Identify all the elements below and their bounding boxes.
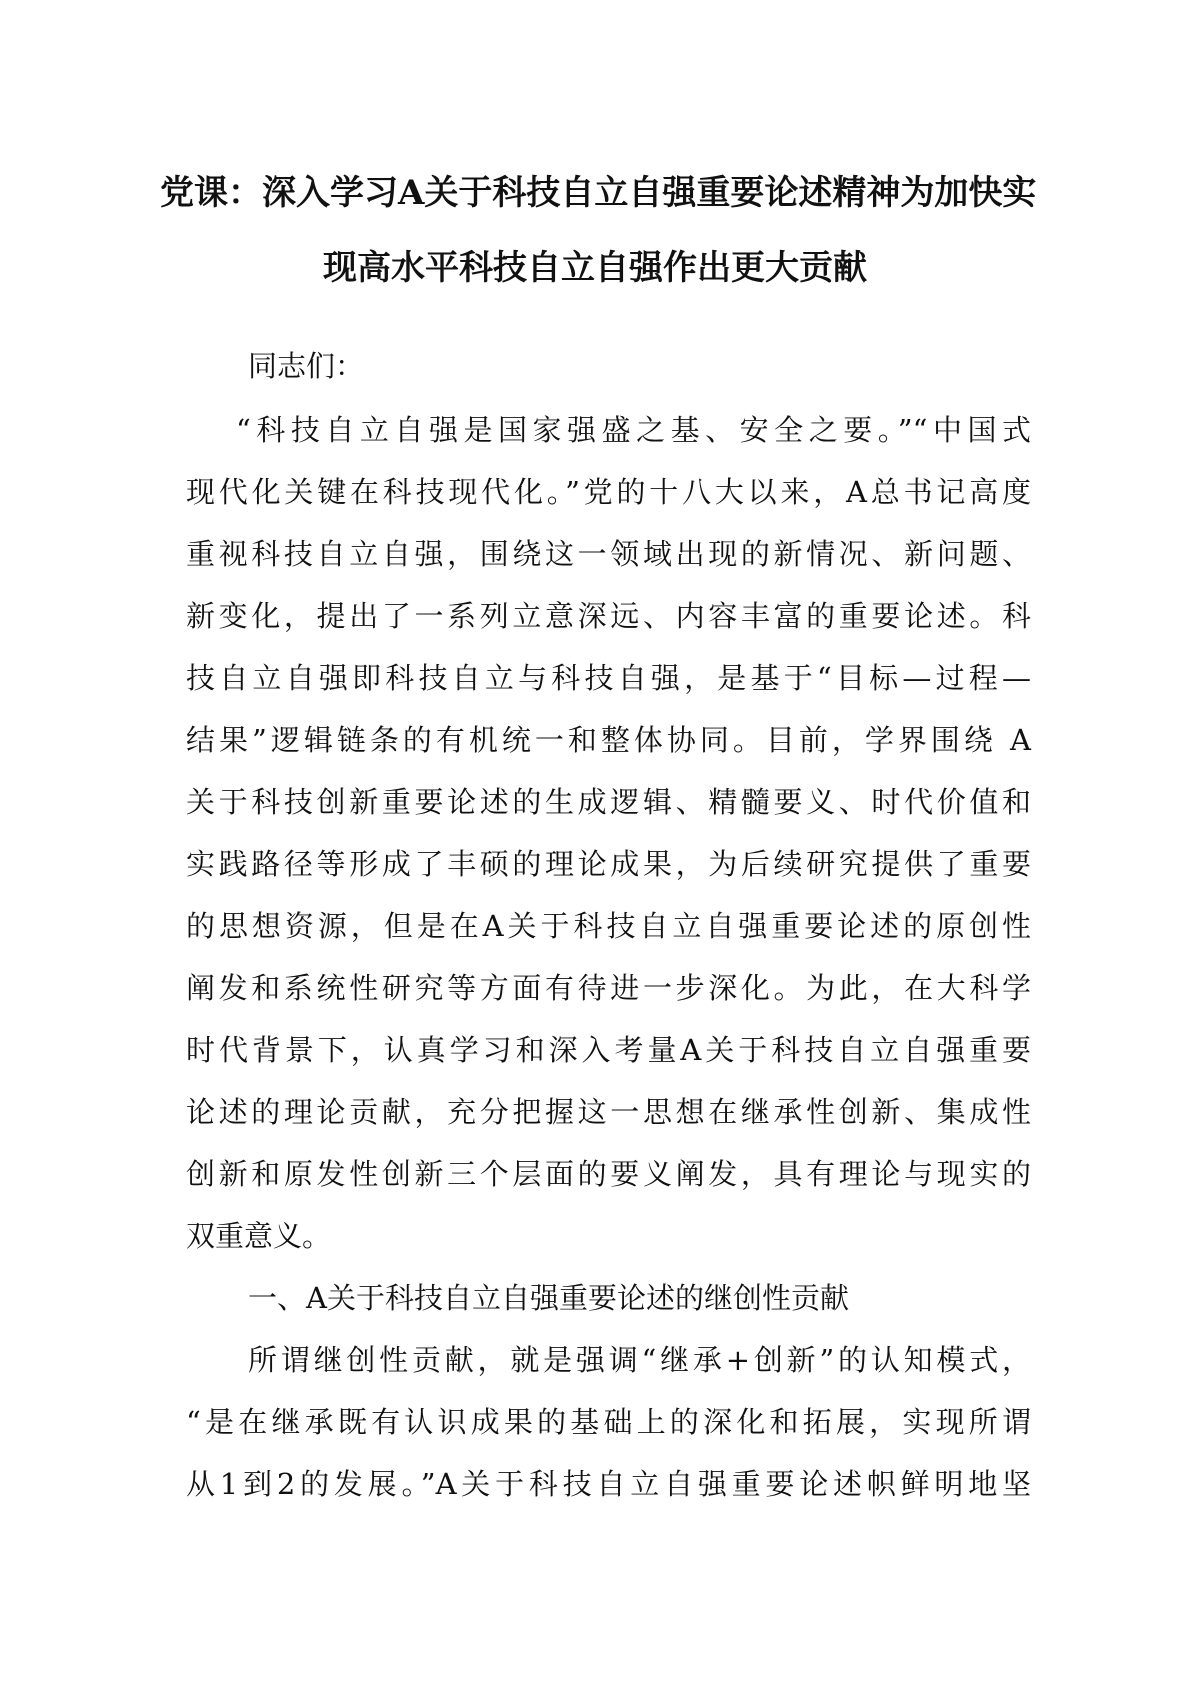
paragraph-1-line-12: 论述的理论贡献，充分把握这一思想在继承性创新、集成性 <box>186 1095 1031 1129</box>
paragraph-1-line-10: 阐发和系统性研究等方面有待进一步深化。为此，在大科学 <box>186 971 1031 1005</box>
paragraph-2-line-1: 所谓继创性贡献，就是强调“继承+创新”的认知模式， <box>248 1343 1031 1377</box>
paragraph-2-line-2: “是在继承既有认识成果的基础上的深化和拓展，实现所谓 <box>186 1405 1031 1439</box>
document-title-line-2: 现高水平科技自立自强作出更大贡献 <box>323 248 867 288</box>
paragraph-1-line-1: “科技自立自强是国家强盛之基、安全之要。”“中国式 <box>236 413 1031 447</box>
paragraph-1-line-4: 新变化，提出了一系列立意深远、内容丰富的重要论述。科 <box>186 599 1031 633</box>
paragraph-1-line-7: 关于科技创新重要论述的生成逻辑、精髓要义、时代价值和 <box>186 785 1031 819</box>
paragraph-1-line-9: 的思想资源，但是在A关于科技自立自强重要论述的原创性 <box>186 909 1031 943</box>
paragraph-1-line-2: 现代化关键在科技现代化。”党的十八大以来，A总书记高度 <box>186 475 1031 509</box>
paragraph-1-line-8: 实践路径等形成了丰硕的理论成果，为后续研究提供了重要 <box>186 847 1031 881</box>
paragraph-1-line-6: 结果”逻辑链条的有机统一和整体协同。目前，学界围绕 A <box>186 723 1031 757</box>
paragraph-1-line-3: 重视科技自立自强，围绕这一领域出现的新情况、新问题、 <box>186 537 1031 571</box>
paragraph-1-line-5: 技自立自强即科技自立与科技自强，是基于“目标—过程— <box>186 661 1031 695</box>
paragraph-1-line-14: 双重意义。 <box>186 1219 332 1253</box>
paragraph-2-line-3: 从1到2的发展。”A关于科技自立自强重要论述帜鲜明地坚 <box>186 1467 1031 1501</box>
document-title-line-1: 党课：深入学习A关于科技自立自强重要论述精神为加快实 <box>160 173 1037 213</box>
salutation: 同志们： <box>248 349 365 383</box>
paragraph-1-line-13: 创新和原发性创新三个层面的要义阐发，具有理论与现实的 <box>186 1157 1031 1191</box>
section-heading-1: 一、A关于科技自立自强重要论述的继创性贡献 <box>248 1281 849 1315</box>
paragraph-1-line-11: 时代背景下，认真学习和深入考量A关于科技自立自强重要 <box>186 1033 1031 1067</box>
